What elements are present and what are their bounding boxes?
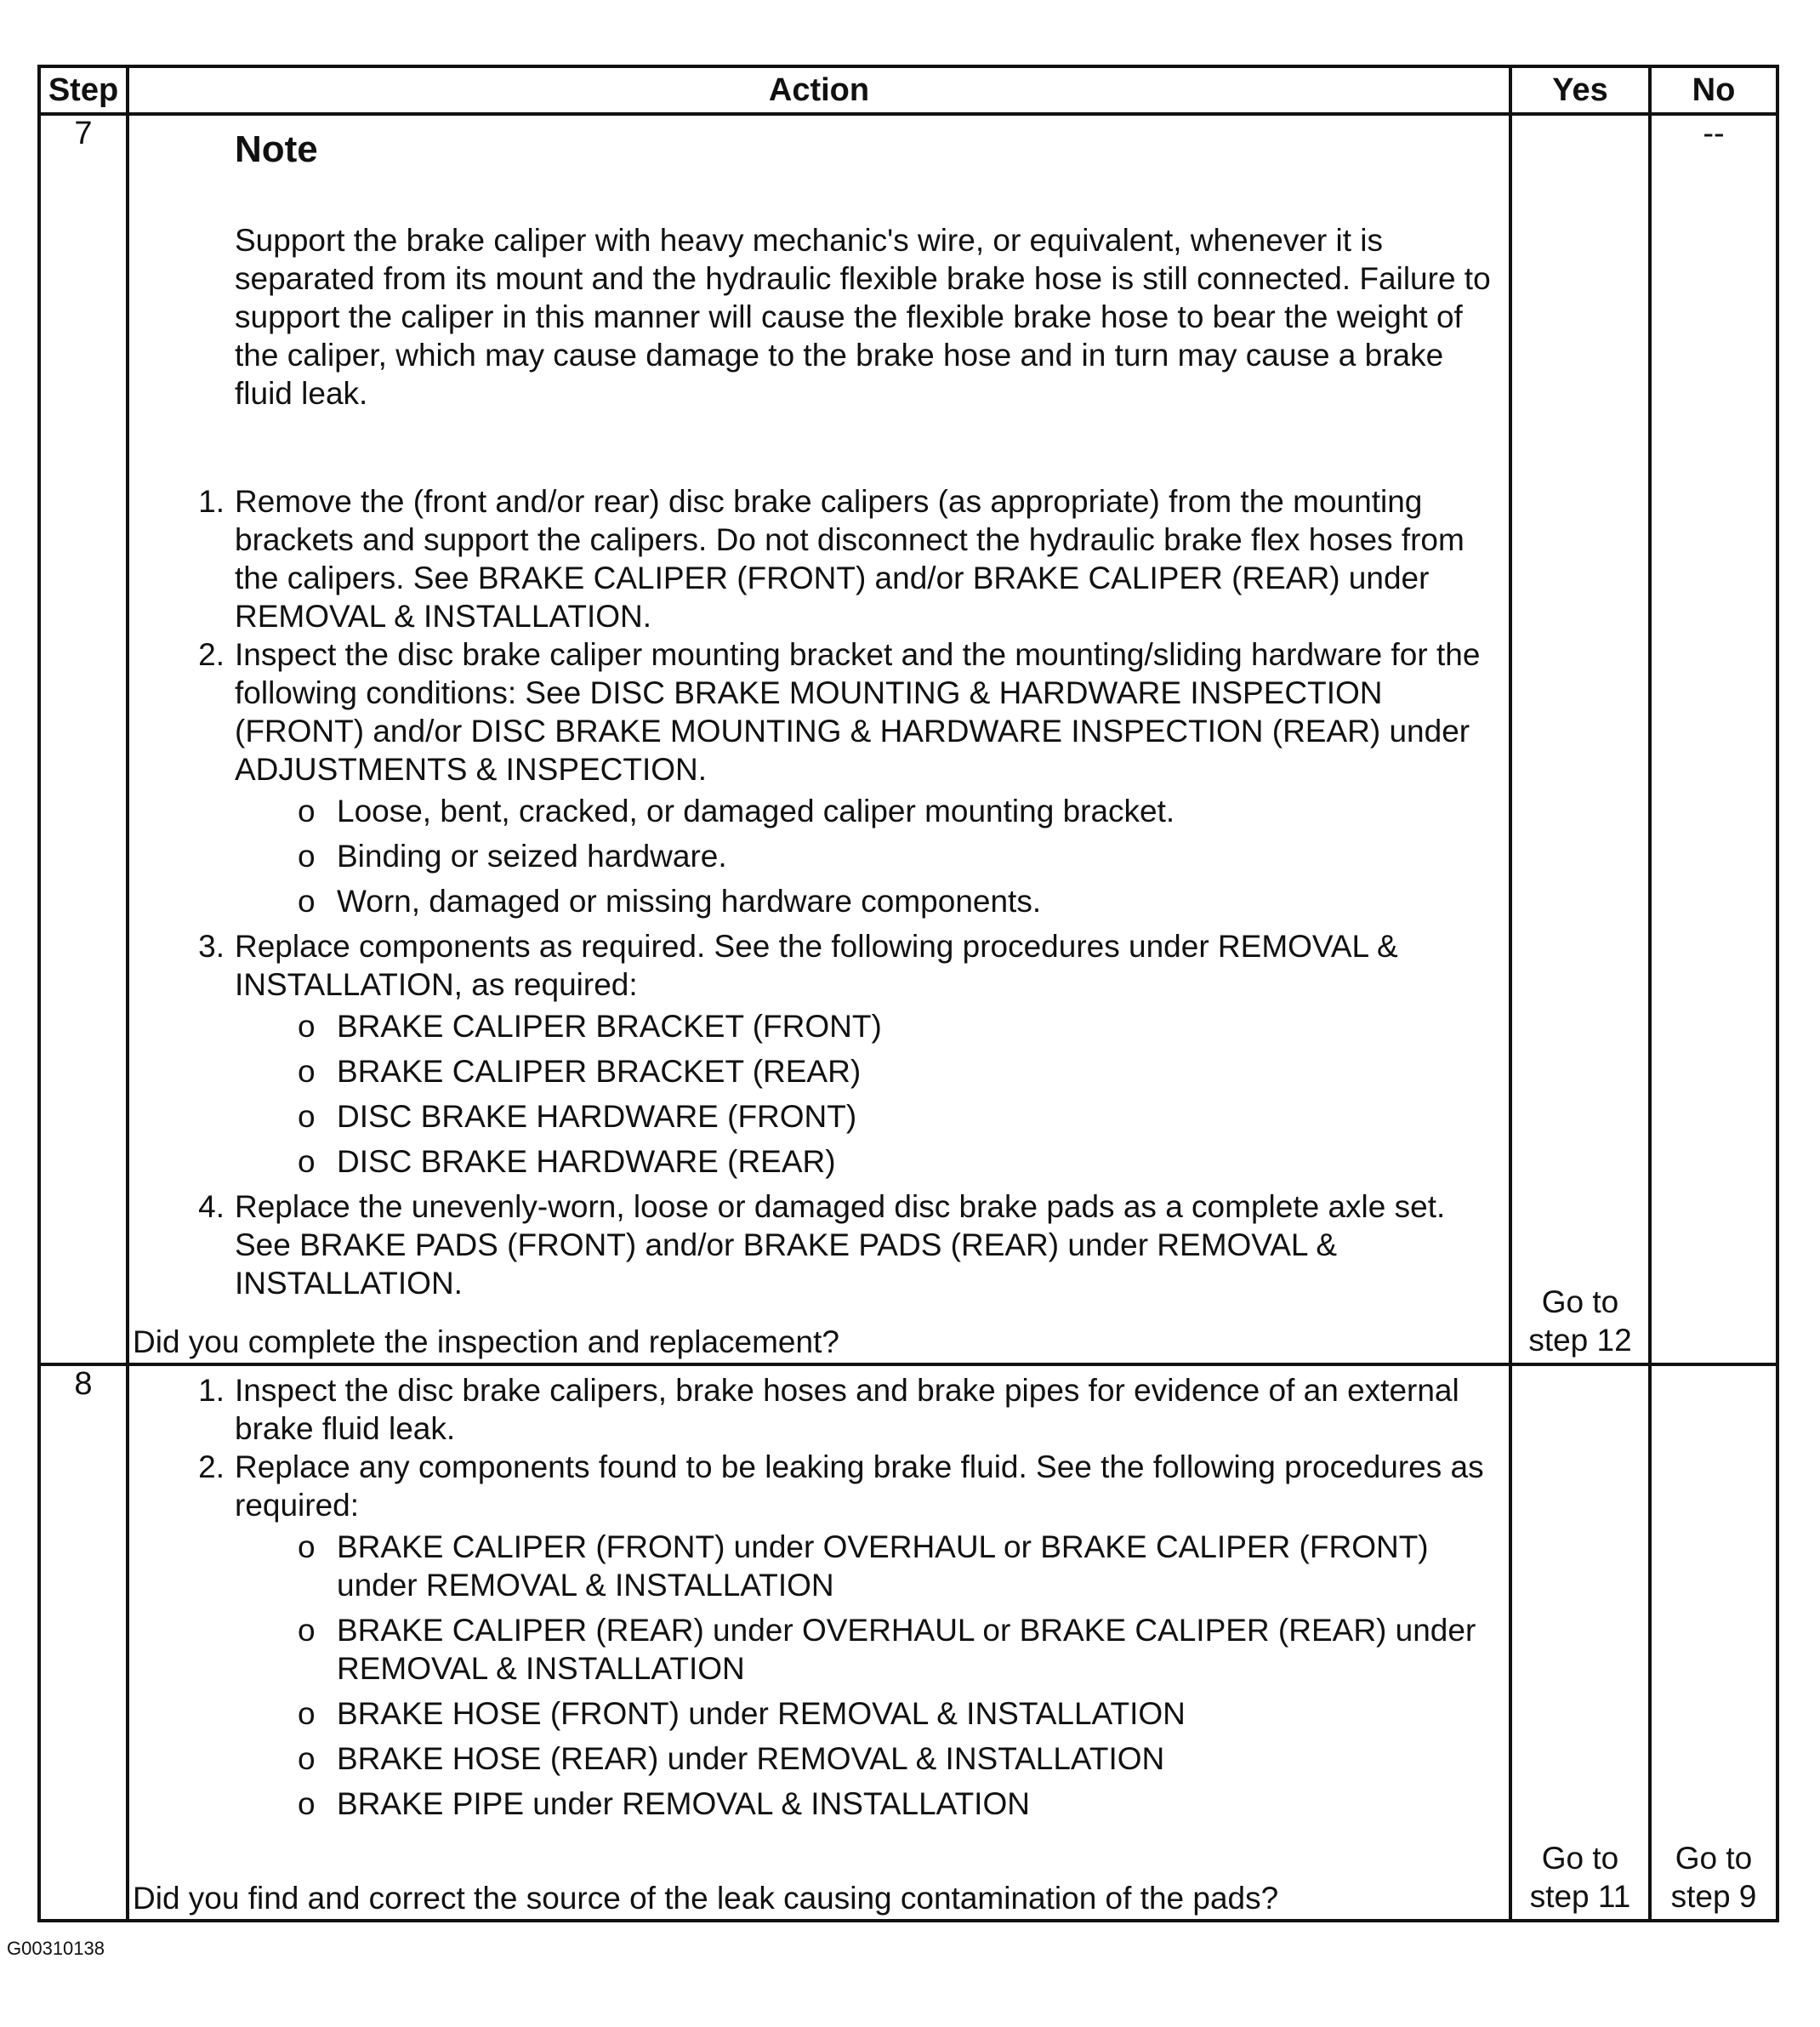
bullet-text: BRAKE HOSE (FRONT) under REMOVAL & INSTALLATION (337, 1696, 1186, 1731)
bullet-marker: o (298, 1054, 316, 1089)
yes-answer-line: Go to (1541, 1284, 1619, 1319)
bullet-item (235, 1611, 1495, 1688)
bullet-text: Binding or seized hardware. (337, 839, 727, 874)
bullet-item (235, 1785, 1495, 1823)
table-row (39, 114, 1777, 1364)
item-number: 2. (198, 1449, 225, 1484)
bullet-marker: o (298, 1741, 316, 1776)
note-text: Support the brake caliper with heavy mechanic's wire, or equivalent, whenever it is separated from its mount and the hydraulic flexible brake hose is still connected. Failure to support the caliper in this manner will cause the flexible brake hose to bear the weight of the caliper, which may cause damage to the brake hose and in turn may cause a brake fluid leak. (235, 223, 1491, 411)
header-yes: Yes (1510, 66, 1650, 114)
action-list (129, 482, 1509, 1302)
bullet-text: Loose, bent, cracked, or damaged caliper mounting bracket. (337, 794, 1175, 828)
no-answer (1652, 1839, 1776, 1916)
bullet-marker: o (298, 1529, 316, 1564)
bullet-text: BRAKE CALIPER BRACKET (FRONT) (337, 1009, 882, 1044)
yes-answer (1512, 1839, 1648, 1916)
item-text: Replace any components found to be leaking brake fluid. See the following procedures as required: (235, 1449, 1484, 1523)
bullet-item (235, 1739, 1495, 1778)
bullet-item (235, 1528, 1495, 1604)
diagnostic-table (37, 65, 1779, 1922)
item-text: Remove the (front and/or rear) disc brake calipers (as appropriate) from the mounting brackets and support the calipers. Do not disconnect the hydraulic brake flex hoses from the calipers. See BRAKE CALIPER (FRONT) and/or BRAKE CALIPER (REAR) under REMOVAL & INSTALLATION. (235, 484, 1465, 634)
bullet-text: DISC BRAKE HARDWARE (FRONT) (337, 1099, 857, 1134)
bullet-marker: o (298, 839, 316, 874)
bullet-marker: o (298, 1786, 316, 1821)
yes-answer-line: Go to (1541, 1841, 1619, 1876)
bullet-marker: o (298, 1009, 316, 1044)
list-item (129, 1448, 1509, 1823)
action-list (129, 1371, 1509, 1823)
list-item (129, 1371, 1509, 1448)
question-text: Did you find and correct the source of the leak causing contamination of the pads? (133, 1881, 1279, 1916)
note-title: Note (235, 128, 318, 170)
item-number: 1. (198, 484, 225, 519)
item-number: 3. (198, 929, 225, 964)
no-answer: -- (1650, 114, 1777, 1364)
bullet-item (235, 1052, 1495, 1090)
bullet-text: Worn, damaged or missing hardware components. (337, 884, 1042, 919)
bullet-text: BRAKE PIPE under REMOVAL & INSTALLATION (337, 1786, 1030, 1821)
header-action: Action (128, 66, 1510, 114)
bullet-text: BRAKE CALIPER (REAR) under OVERHAUL or BRAKE CALIPER (REAR) under REMOVAL & INSTALLATION (337, 1613, 1476, 1686)
yes-cell (1510, 1364, 1650, 1921)
bullet-marker: o (298, 1696, 316, 1731)
bullet-item (235, 1142, 1495, 1181)
bullet-text: DISC BRAKE HARDWARE (REAR) (337, 1144, 836, 1179)
item-text: Replace components as required. See the following procedures under REMOVAL & INSTALLATION, as required: (235, 929, 1398, 1002)
diagnostic-table-frame (37, 65, 1776, 1922)
yes-answer (1512, 1283, 1648, 1359)
item-text: Inspect the disc brake calipers, brake hoses and brake pipes for evidence of an external brake fluid leak. (235, 1373, 1459, 1446)
bullet-item (235, 882, 1495, 920)
action-cell (128, 114, 1510, 1364)
bullet-marker: o (298, 1613, 316, 1648)
item-text: Replace the unevenly-worn, loose or damaged disc brake pads as a complete axle set. See BRAKE PADS (FRONT) and/or BRAKE PADS (REAR) under REMOVAL & INSTALLATION. (235, 1189, 1446, 1301)
bullet-marker: o (298, 1099, 316, 1134)
bullet-marker: o (298, 884, 316, 919)
bullet-text: BRAKE CALIPER (FRONT) under OVERHAUL or BRAKE CALIPER (FRONT) under REMOVAL & INSTALLATION (337, 1529, 1429, 1603)
list-item (129, 482, 1509, 635)
bullet-list (235, 1528, 1495, 1823)
list-item (129, 927, 1509, 1181)
table-row (39, 1364, 1777, 1921)
bullet-list (235, 792, 1495, 920)
no-answer-line: step 9 (1670, 1879, 1757, 1914)
bullet-list (235, 1007, 1495, 1181)
yes-answer-line: step 12 (1528, 1323, 1632, 1358)
bullet-item (235, 792, 1495, 830)
no-answer-line: Go to (1675, 1841, 1753, 1876)
question-text: Did you complete the inspection and replacement? (133, 1324, 839, 1359)
yes-cell (1510, 114, 1650, 1364)
action-cell (128, 1364, 1510, 1921)
header-step: Step (39, 66, 128, 114)
bullet-item (235, 837, 1495, 875)
bullet-marker: o (298, 1144, 316, 1179)
yes-answer-line: step 11 (1529, 1879, 1631, 1914)
item-number: 2. (198, 637, 225, 672)
bullet-item (235, 1007, 1495, 1045)
bullet-text: BRAKE HOSE (REAR) under REMOVAL & INSTALLATION (337, 1741, 1165, 1776)
bullet-item (235, 1694, 1495, 1733)
item-number: 4. (198, 1189, 225, 1224)
list-item (129, 635, 1509, 920)
figure-code: G00310138 (7, 1938, 105, 1959)
header-no: No (1650, 66, 1777, 114)
step-number: 7 (39, 114, 128, 1364)
header-row (39, 66, 1777, 114)
item-text: Inspect the disc brake caliper mounting bracket and the mounting/sliding hardware for the following conditions: See DISC BRAKE MOUNTING & HARDWARE INSPECTION (FRONT) and/or DISC BRAKE MOUNTING & HARDWARE INSPECTION (REAR) under ADJUSTMENTS & INSPECTION. (235, 637, 1481, 787)
bullet-item (235, 1097, 1495, 1136)
bullet-marker: o (298, 794, 316, 828)
bullet-text: BRAKE CALIPER BRACKET (REAR) (337, 1054, 862, 1089)
no-cell (1650, 1364, 1777, 1921)
list-item (129, 1187, 1509, 1302)
step-number: 8 (39, 1364, 128, 1921)
item-number: 1. (198, 1373, 225, 1408)
